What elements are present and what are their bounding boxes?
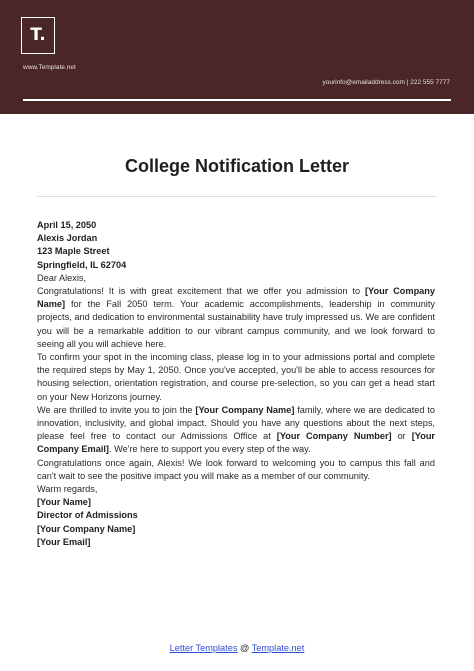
website-text: www.Template.net bbox=[23, 64, 76, 71]
letter-templates-link[interactable]: Letter Templates bbox=[169, 643, 238, 653]
paragraph-4: Congratulations once again, Alexis! We look forward to welcoming you to campus this fall and can't wait to see the positive impact you will make as a member of our community. bbox=[37, 457, 435, 481]
recipient-name: Alexis Jordan bbox=[37, 233, 98, 244]
page-title: College Notification Letter bbox=[124, 156, 349, 176]
recipient-street: 123 Maple Street bbox=[37, 246, 110, 257]
footer-separator: @ bbox=[237, 643, 252, 653]
recipient-city: Springfield, IL 62704 bbox=[37, 259, 127, 270]
letter-date: April 15, 2050 bbox=[37, 220, 97, 230]
header-rule bbox=[23, 99, 451, 101]
signature-email: [Your Email] bbox=[37, 536, 91, 547]
closing: Warm regards, bbox=[37, 484, 98, 495]
signature-name: [Your Name] bbox=[37, 497, 91, 508]
title-divider bbox=[37, 196, 437, 197]
footer bbox=[0, 643, 474, 653]
paragraph-1: Congratulations! It is with great excitement that we offer you admission to [Your Company Name] for the Fall 2050 term. Your academic accomplishments, leadership in community projects, and dedication to environmental sustainability have truly impressed us. We are confident you will be a remarkable addition to our vibrant campus community, and we look forward to seeing all you will achieve here. bbox=[37, 286, 436, 349]
letter-body bbox=[37, 219, 435, 549]
template-net-link[interactable]: Template.net bbox=[251, 643, 305, 653]
paragraph-3: We are thrilled to invite you to join the [Your Company Name] family, where we are dedicated to innovation, inclusivity, and global impact. Should you have any questions about the next steps, please feel free to contact our Admissions Office at [Your Company Number] or [Your Company Email]. We're here to support you every step of the way. bbox=[37, 404, 436, 455]
salutation: Dear Alexis, bbox=[37, 272, 87, 283]
signature-title: Director of Admissions bbox=[37, 510, 138, 521]
signature-company: [Your Company Name] bbox=[37, 523, 136, 534]
letterhead-banner bbox=[0, 0, 474, 114]
logo-letter: T. bbox=[30, 25, 46, 45]
paragraph-2: To confirm your spot in the incoming class, please log in to your admissions portal and complete the required steps by May 1, 2050. Once you've accepted, you'll be able to access resources for housing selection, orientation registration, and course pre-selection, so you can get a head start on your New Horizons journey. bbox=[37, 352, 435, 402]
logo bbox=[21, 17, 55, 54]
contact-info: yourinfo@emailaddress.com | 222 555 7777 bbox=[322, 79, 450, 86]
